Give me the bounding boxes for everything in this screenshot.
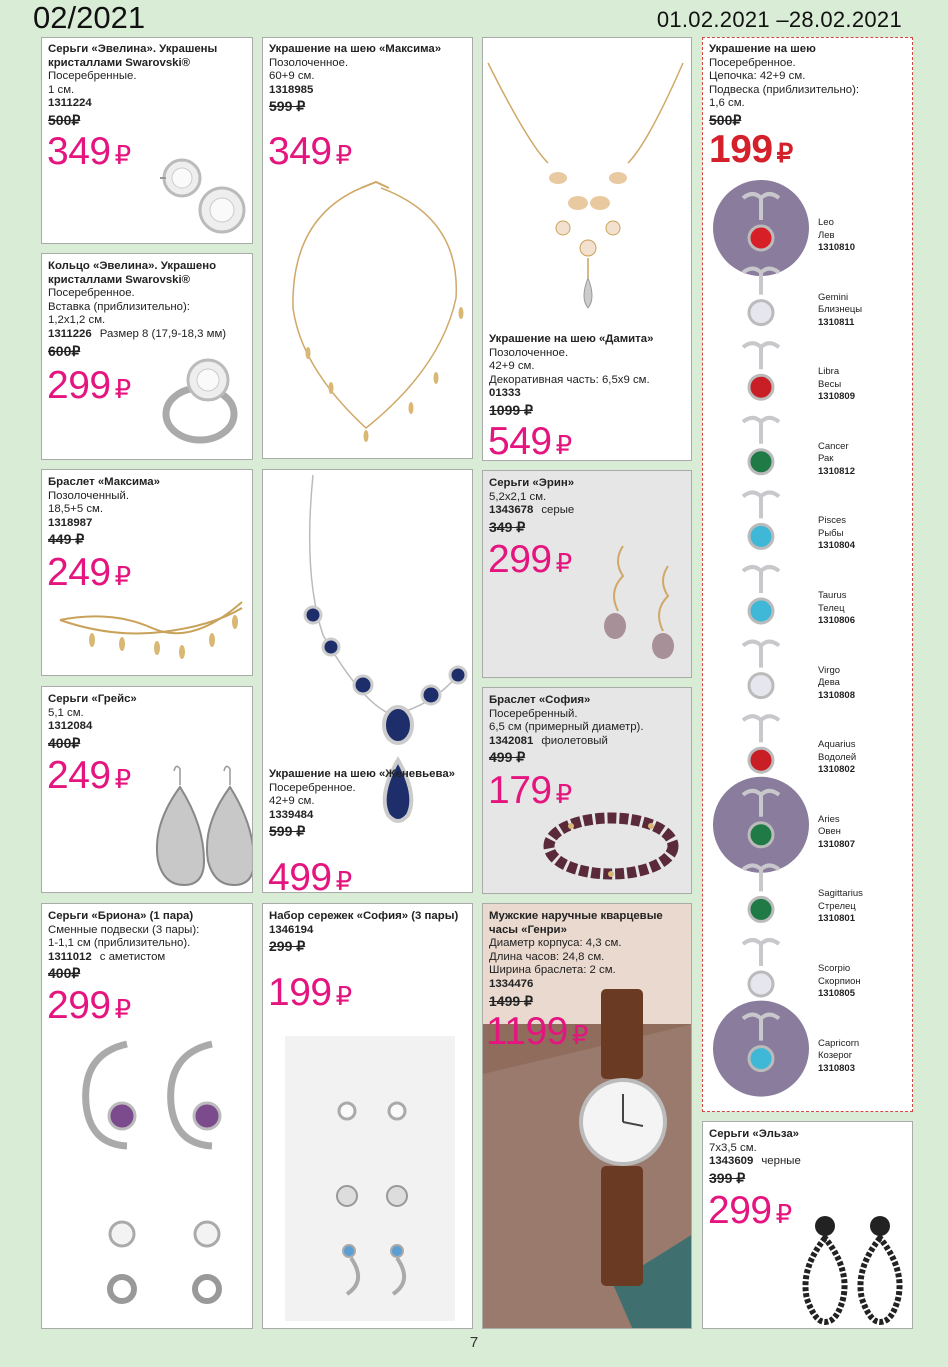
- old-price: 1499 ₽: [489, 992, 533, 1009]
- old-price: 449 ₽: [48, 531, 85, 548]
- card-maxima-necklace[interactable]: [262, 37, 473, 459]
- zodiac-name-ru: Водолей: [818, 751, 857, 763]
- product-detail: Позолоченное.: [269, 56, 349, 69]
- product-title: Серьги «Грейс»: [48, 693, 137, 705]
- zodiac-item: [818, 441, 898, 479]
- product-detail: Диаметр корпуса: 4,3 см.: [489, 937, 622, 950]
- old-price: 500₽: [709, 111, 742, 128]
- card-evelina-earrings[interactable]: [41, 37, 253, 244]
- card-henry-watch[interactable]: [482, 903, 692, 1329]
- zodiac-name-ru: Близнецы: [818, 304, 863, 316]
- pendant-stone: [749, 1047, 773, 1071]
- zodiac-item: [818, 963, 898, 1001]
- zodiac-name-ru: Весы: [818, 378, 842, 390]
- old-price: 299 ₽: [269, 938, 306, 955]
- product-detail: 1-1,1 см (приблизительно).: [48, 937, 191, 950]
- price: 549 ₽: [488, 420, 572, 461]
- lattice-earrings-image: [146, 765, 253, 890]
- product-title: Кольцо «Эвелина». Украшено кристаллами Swarovski®: [48, 260, 217, 286]
- zodiac-code: 1310806: [818, 615, 855, 626]
- price: 349 ₽: [268, 130, 352, 173]
- zodiac-name-en: Gemini: [818, 291, 849, 303]
- pendant-stone: [749, 674, 773, 698]
- product-detail: Посеребренное.: [48, 287, 135, 300]
- product-title: Украшение на шею: [709, 43, 816, 55]
- product-code: 01333: [489, 387, 521, 400]
- zodiac-code: 1310808: [818, 689, 855, 701]
- pendant-stone: [749, 897, 773, 921]
- card-erin-earrings[interactable]: [482, 470, 692, 678]
- price: 249 ₽: [47, 551, 131, 594]
- zodiac-code: 1310807: [818, 838, 855, 850]
- zodiac-item: [818, 292, 898, 330]
- product-title: Серьги «Бриона» (1 пара): [48, 910, 194, 922]
- zodiac-name-ru: Лев: [818, 229, 835, 241]
- zodiac-name-ru: Скорпион: [818, 975, 861, 987]
- zodiac-name-en: Leo: [818, 217, 834, 228]
- zodiac-name-ru: Телец: [818, 602, 845, 614]
- zodiac-name-ru: Дева: [818, 677, 840, 689]
- old-price: 400₽: [48, 734, 81, 751]
- old-price: 349 ₽: [489, 518, 526, 535]
- product-detail: 18,5+5 см.: [48, 503, 104, 516]
- zodiac-name-en: Aquarius: [818, 739, 856, 751]
- zodiac-code: 1310801: [818, 913, 855, 925]
- product-code: 1343678 серые: [489, 504, 575, 517]
- price: 199 ₽: [268, 971, 352, 1014]
- zodiac-symbol: [743, 716, 779, 742]
- product-code: 1318987: [48, 516, 93, 529]
- product-detail: Подвеска (приблизительно):: [709, 83, 860, 96]
- zodiac-symbol: [743, 642, 779, 668]
- zodiac-code: 1310803: [818, 1062, 855, 1074]
- pendant-stone: [749, 375, 773, 399]
- product-detail: Сменные подвески (3 пары):: [48, 923, 200, 936]
- product-detail: 42+9 см.: [269, 795, 315, 808]
- product-detail: 42+9 см.: [489, 360, 535, 373]
- product-title: Серьги «Эльза»: [709, 1128, 800, 1140]
- zodiac-code: 1310811: [818, 316, 855, 328]
- product-code: 1346194: [269, 923, 314, 936]
- issue-number: 02/2021: [33, 0, 146, 35]
- price: 1199 ₽: [486, 1010, 588, 1053]
- product-detail: Посеребренное.: [709, 56, 796, 69]
- product-detail: Посеребренный.: [489, 707, 578, 720]
- zodiac-name-ru: Рыбы: [818, 527, 844, 539]
- card-grace-earrings[interactable]: [41, 686, 253, 893]
- price: 299 ₽: [488, 538, 572, 581]
- card-geneva-necklace[interactable]: [262, 469, 473, 893]
- product-code: 1312084: [48, 720, 93, 733]
- product-detail: 1,6 см.: [709, 97, 745, 110]
- zodiac-item: [818, 515, 898, 553]
- product-detail: 5,1 см.: [48, 706, 84, 719]
- product-detail: Длина часов: 24,8 см.: [489, 950, 605, 963]
- old-price: 1099 ₽: [489, 401, 533, 418]
- zodiac-name-ru: Овен: [818, 826, 841, 838]
- product-detail: Посеребренные.: [48, 70, 137, 83]
- ring-image: [160, 352, 245, 452]
- price: 349 ₽: [47, 130, 131, 173]
- product-title: Украшение на шею «Дамита»: [489, 333, 654, 345]
- product-title: Набор сережек «София» (3 пары): [269, 910, 459, 922]
- product-detail: 7x3,5 см.: [709, 1141, 757, 1154]
- zodiac-code: 1310802: [818, 764, 855, 776]
- zodiac-name-en: Scorpio: [818, 963, 851, 974]
- product-code: 1334476: [489, 977, 534, 990]
- price: 179 ₽: [488, 769, 572, 812]
- product-title: Мужские наручные кварцевые часы «Генри»: [489, 910, 663, 936]
- old-price: 600₽: [48, 342, 81, 359]
- offer-dates: 01.02.2021 –28.02.2021: [656, 7, 902, 32]
- product-code: 1311226 Размер 8 (17,9-18,3 мм): [48, 327, 227, 340]
- old-price: 500₽: [48, 111, 81, 128]
- product-detail: Декоративная часть: 6,5x9 см.: [489, 373, 650, 386]
- product-title: Серьги «Эрин»: [489, 477, 575, 489]
- zodiac-pendants-image: [703, 38, 913, 1112]
- price: 499 ₽: [268, 856, 352, 893]
- pearl-earrings-image: [593, 541, 683, 671]
- product-title: Украшение на шею «Максима»: [269, 43, 442, 55]
- pendant-stone: [749, 524, 773, 548]
- product-detail: Позолоченный.: [48, 489, 129, 502]
- product-code: 1311012 с аметистом: [48, 950, 166, 963]
- product-title: Браслет «София»: [489, 694, 591, 706]
- product-title: Серьги «Эвелина». Украшены кристаллами Swarovski®: [48, 43, 218, 69]
- card-maxima-bracelet[interactable]: [41, 469, 253, 676]
- product-code: 1339484: [269, 808, 314, 821]
- zodiac-name-en: Taurus: [818, 590, 847, 601]
- pendant-stone: [749, 972, 773, 996]
- price: 249 ₽: [47, 754, 131, 797]
- zodiac-symbol: [743, 567, 779, 593]
- card-damita-necklace[interactable]: [482, 37, 692, 461]
- pendant-stone: [749, 823, 773, 847]
- pendant-stone: [749, 226, 773, 250]
- old-price: 599 ₽: [269, 98, 306, 115]
- zodiac-symbol: [743, 343, 779, 369]
- zodiac-code: 1310809: [818, 391, 855, 403]
- product-title: Браслет «Максима»: [48, 476, 160, 488]
- zodiac-name-en: Aries: [818, 813, 840, 825]
- product-code: 1318985: [269, 83, 314, 96]
- pendant-stone: [749, 748, 773, 772]
- product-detail: 60+9 см.: [269, 70, 315, 83]
- gold-necklace-image: [271, 178, 471, 438]
- old-price: 599 ₽: [269, 823, 306, 840]
- floral-necklace-image: [488, 53, 688, 353]
- product-detail: 6,5 см (примерный диаметр).: [489, 721, 644, 734]
- product-detail: Цепочка: 42+9 см.: [709, 70, 806, 83]
- zodiac-item: [818, 1038, 898, 1076]
- product-detail: Посеребренное.: [269, 781, 356, 794]
- old-price: 499 ₽: [489, 749, 526, 766]
- product-detail: Ширина браслета: 2 см.: [489, 964, 616, 977]
- beaded-earrings-image: [795, 1214, 910, 1329]
- old-price: 399 ₽: [709, 1169, 746, 1186]
- price: 299 ₽: [47, 364, 131, 407]
- price: 199 ₽: [709, 128, 793, 171]
- zodiac-code: 1310804: [818, 540, 855, 552]
- product-detail: 5,2x2,1 см.: [489, 490, 547, 503]
- product-detail: 1 см.: [48, 83, 75, 96]
- zodiac-item: [818, 888, 898, 926]
- product-detail: Позолоченное.: [489, 346, 569, 359]
- product-code: 1311224: [48, 97, 92, 110]
- hoop-earrings-image: [72, 1034, 232, 1319]
- zodiac-item: [818, 217, 898, 255]
- card-sofia-bracelet[interactable]: [482, 687, 692, 894]
- price: 299 ₽: [47, 984, 131, 1027]
- card-elsa-earrings[interactable]: [702, 1121, 913, 1329]
- product-code: 1342081 фиолетовый: [489, 734, 608, 747]
- zodiac-name-en: Capricorn: [818, 1037, 860, 1049]
- price: 299 ₽: [708, 1189, 792, 1232]
- zodiac-code: 1310812: [818, 465, 855, 477]
- zodiac-name-en: Sagittarius: [818, 888, 863, 900]
- old-price: 400₽: [48, 965, 81, 982]
- pendant-stone: [749, 450, 773, 474]
- pendant-stone: [749, 599, 773, 623]
- zodiac-item: [818, 366, 898, 404]
- earring-set-image: [285, 1036, 455, 1321]
- zodiac-code: 1310805: [818, 988, 855, 999]
- beaded-bracelet-image: [541, 806, 681, 886]
- product-title: Украшение на шею «Женевьева»: [269, 768, 455, 780]
- zodiac-name-ru: Козерог: [818, 1050, 853, 1062]
- zodiac-item: [818, 814, 898, 852]
- zodiac-symbol: [743, 418, 779, 444]
- zodiac-name-en: Cancer: [818, 440, 849, 452]
- card-sofia-earring-set[interactable]: [262, 903, 473, 1329]
- product-detail: Вставка (приблизительно):: [48, 300, 190, 313]
- card-zodiac-pendant[interactable]: [702, 37, 913, 1112]
- zodiac-symbol: [743, 940, 779, 966]
- zodiac-item: [818, 739, 898, 777]
- zodiac-symbol: [743, 492, 779, 518]
- zodiac-name-en: Pisces: [818, 515, 846, 527]
- zodiac-name-ru: Стрелец: [818, 900, 856, 912]
- product-detail: 1,2x1,2 см.: [48, 314, 106, 327]
- zodiac-name-en: Virgo: [818, 664, 841, 676]
- zodiac-code: 1310810: [818, 242, 855, 253]
- product-code: 1343609 черные: [709, 1155, 801, 1168]
- card-evelina-ring[interactable]: [41, 253, 253, 460]
- crystal-earrings-image: [152, 150, 252, 240]
- zodiac-name-en: Libra: [818, 366, 840, 378]
- pendant-stone: [749, 301, 773, 325]
- page-number: 7: [469, 1334, 479, 1351]
- zodiac-name-ru: Рак: [818, 453, 834, 465]
- card-briona-earrings[interactable]: [41, 903, 253, 1329]
- zodiac-item: [818, 665, 898, 703]
- zodiac-item: [818, 590, 898, 628]
- gold-bracelet-image: [52, 588, 247, 668]
